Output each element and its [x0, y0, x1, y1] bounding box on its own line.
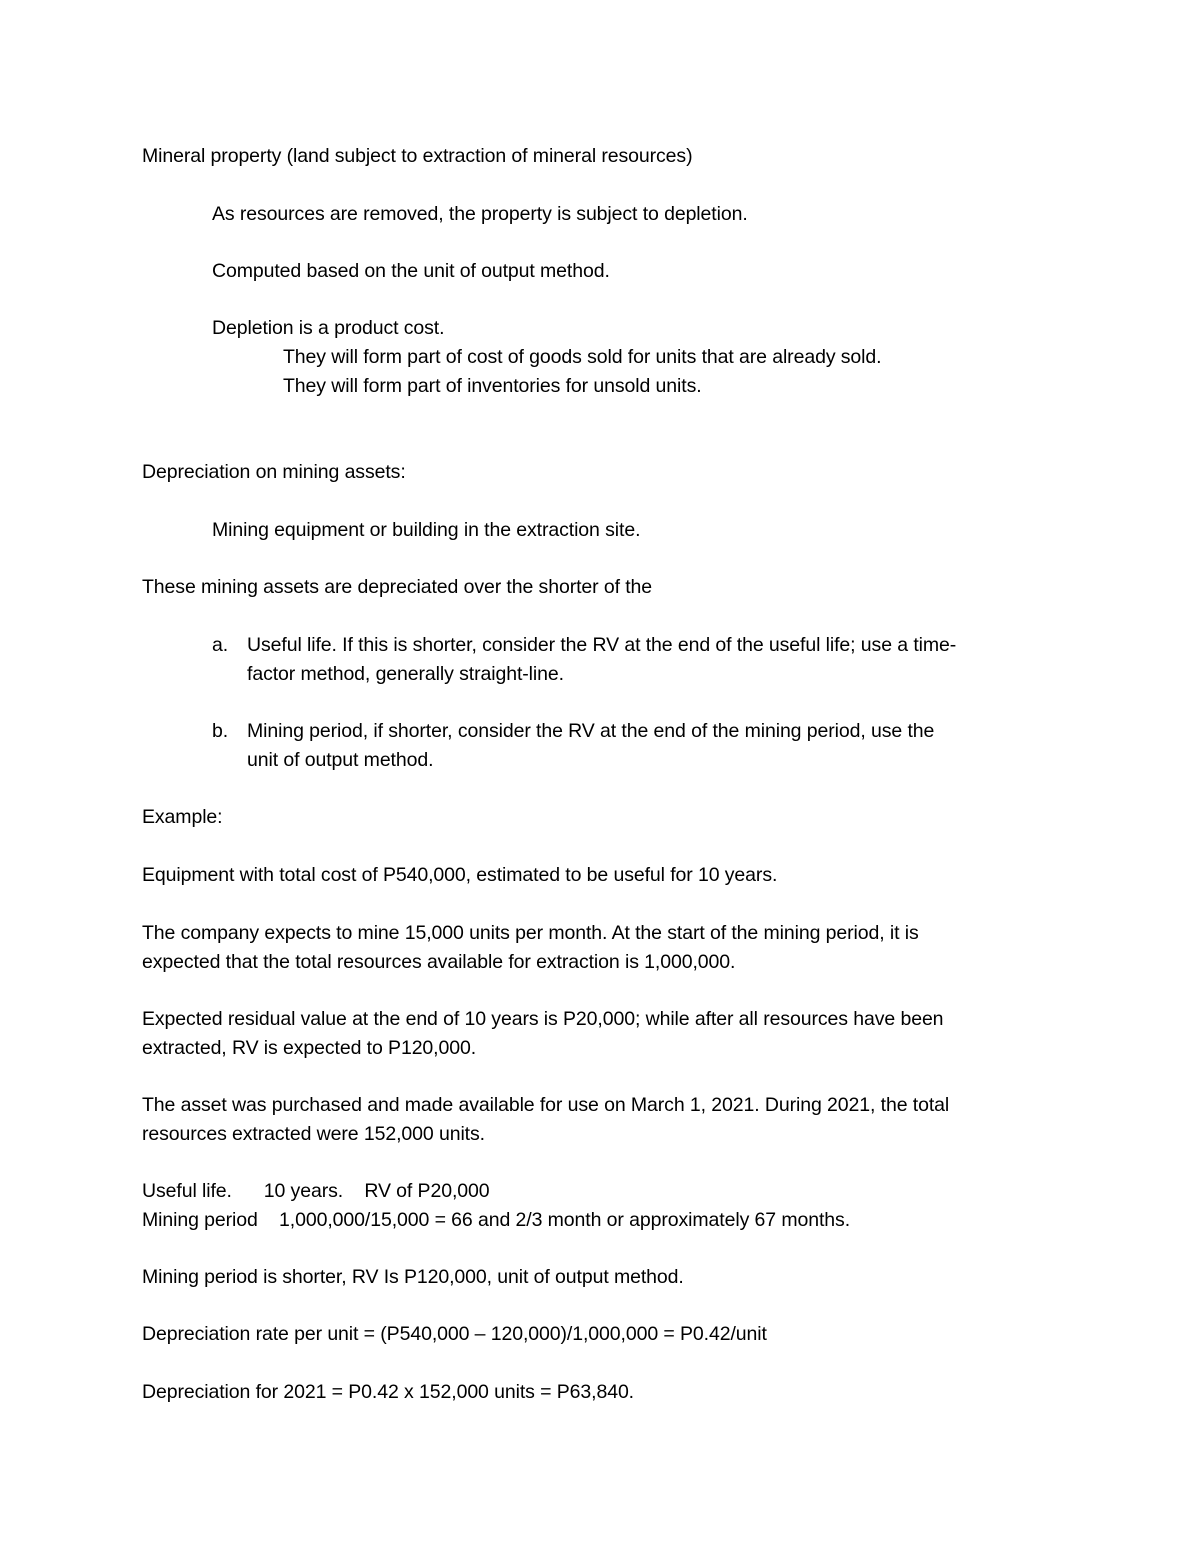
- list-item-b-line1: Mining period, if shorter, consider the RV at the end of the mining period, use the: [247, 720, 935, 742]
- list-item-a-line2: factor method, generally straight-line.: [247, 663, 564, 685]
- depreciation-total-line: Depreciation for 2021 = P0.42 x 152,000 units = P63,840.: [142, 1381, 635, 1403]
- list-marker-a: a.: [212, 634, 229, 656]
- depreciation-rate-line: Depreciation rate per unit = (P540,000 – 120,000)/1,000,000 = P0.42/unit: [142, 1323, 767, 1345]
- mining-rate-line2: expected that the total resources available for extraction is 1,000,000.: [142, 951, 736, 973]
- purchase-line1: The asset was purchased and made available for use on March 1, 2021. During 2021, the total: [142, 1094, 950, 1116]
- depletion-statement: As resources are removed, the property is subject to depletion.: [212, 203, 748, 225]
- residual-value-line2: extracted, RV is expected to P120,000.: [142, 1037, 477, 1059]
- inventories-statement: They will form part of inventories for unsold units.: [283, 375, 702, 397]
- list-item-b-line2: unit of output method.: [247, 749, 434, 771]
- list-marker-b: b.: [212, 720, 229, 742]
- list-item-a-line1: Useful life. If this is shorter, consider the RV at the end of the useful life; use a time-: [247, 634, 957, 656]
- shorter-conclusion: Mining period is shorter, RV Is P120,000, unit of output method.: [142, 1266, 684, 1288]
- depreciation-heading: Depreciation on mining assets:: [142, 461, 406, 483]
- computation-method-statement: Computed based on the unit of output method.: [212, 260, 610, 282]
- useful-life-line: Useful life. 10 years. RV of P20,000: [142, 1180, 490, 1202]
- example-label: Example:: [142, 806, 223, 828]
- mining-equipment-statement: Mining equipment or building in the extraction site.: [212, 519, 641, 541]
- mineral-property-heading: Mineral property (land subject to extraction of mineral resources): [142, 145, 693, 167]
- purchase-line2: resources extracted were 152,000 units.: [142, 1123, 485, 1145]
- mining-period-line: Mining period 1,000,000/15,000 = 66 and 2/3 month or approximately 67 months.: [142, 1209, 851, 1231]
- mining-rate-line1: The company expects to mine 15,000 units per month. At the start of the mining period, it is: [142, 922, 919, 944]
- shorter-of-statement: These mining assets are depreciated over the shorter of the: [142, 576, 653, 598]
- residual-value-line1: Expected residual value at the end of 10 years is P20,000; while after all resources have been: [142, 1008, 944, 1030]
- product-cost-statement: Depletion is a product cost.: [212, 317, 445, 339]
- equipment-cost-statement: Equipment with total cost of P540,000, estimated to be useful for 10 years.: [142, 864, 778, 886]
- cogs-statement: They will form part of cost of goods sold for units that are already sold.: [283, 346, 882, 368]
